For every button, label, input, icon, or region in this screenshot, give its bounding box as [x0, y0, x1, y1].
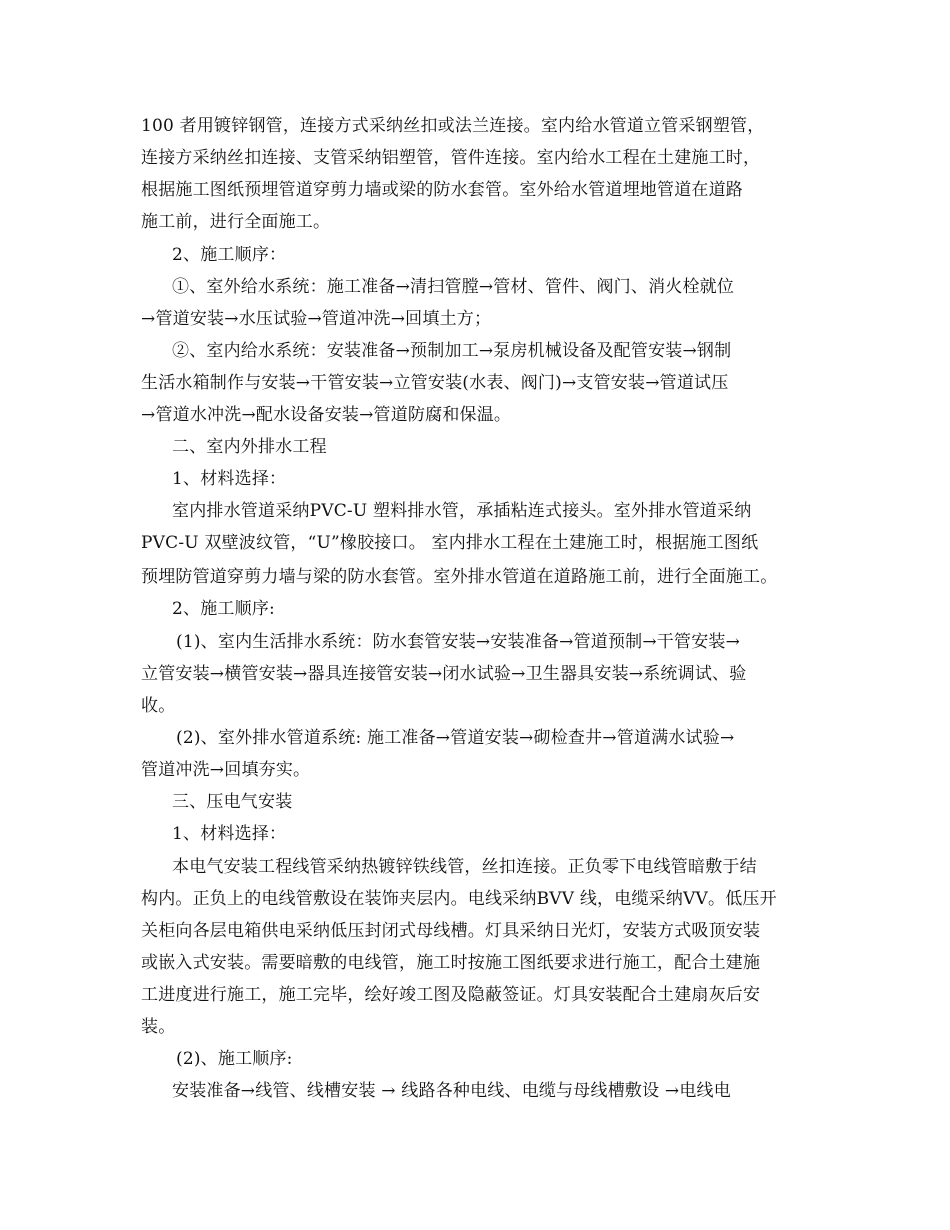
paragraph-line: 收。: [141, 696, 176, 716]
paragraph-line: 管道冲洗→回填夯实。: [141, 760, 311, 780]
paragraph-line: 生活水箱制作与安装→干管安装→立管安装(水表、阀门)→支管安装→管道试压: [141, 373, 729, 393]
section-heading: 1、材料选择：: [172, 469, 287, 489]
paragraph-line: 连接方采纳丝扣连接、支管采纳铝塑管，管件连接。室内给水工程在土建施工时，: [141, 148, 761, 168]
section-heading: 1、材料选择：: [172, 824, 287, 844]
paragraph-line: PVC-U 双壁波纹管，“U”橡胶接口。 室内排水工程在土建施工时，根据施工图纸: [141, 533, 759, 553]
paragraph-line: →管道水冲洗→配水设备安装→管道防腐和保温。: [141, 405, 512, 425]
paragraph-line: 工进度进行施工，施工完毕，绘好竣工图及隐蔽签证。灯具安装配合土建扇灰后安: [141, 985, 761, 1005]
paragraph-line: 100 者用镀锌钢管，连接方式采纳丝扣或法兰连接。室内给水管道立管采钢塑管，: [141, 116, 765, 136]
paragraph-line: 安装准备→线管、线槽安装 → 线路各种电线、电缆与母线槽敷设 →电线电: [172, 1081, 731, 1101]
paragraph-line: 施工前，进行全面施工。: [141, 212, 331, 232]
section-heading: 三、压电气安装: [172, 792, 293, 812]
section-heading: 2、施工顺序：: [172, 245, 287, 265]
paragraph-line: 根据施工图纸预埋管道穿剪力墙或梁的防水套管。室外给水管道埋地管道在道路: [141, 180, 743, 200]
paragraph-line: ①、室外给水系统：施工准备→清扫管膛→管材、管件、阀门、消火栓就位: [172, 277, 735, 297]
paragraph-line: 室内排水管道采纳PVC-U 塑料排水管，承插粘连式接头。室外排水管道采纳: [172, 501, 752, 521]
paragraph-line: ②、室内给水系统：安装准备→预制加工→泵房机械设备及配管安装→钢制: [172, 341, 732, 361]
paragraph-line: 本电气安装工程线管采纳热镀锌铁线管，丝扣连接。正负零下电线管暗敷于结: [172, 857, 757, 877]
paragraph-line: 装。: [141, 1017, 176, 1037]
paragraph-line: 或嵌入式安装。需要暗敷的电线管，施工时按施工图纸要求进行施工，配合土建施: [141, 953, 761, 973]
paragraph-line: 立管安装→横管安装→器具连接管安装→闭水试验→卫生器具安装→系统调试、验: [141, 664, 747, 684]
paragraph-line: 预埋防管道穿剪力墙与梁的防水套管。室外排水管道在道路施工前，进行全面施工。: [141, 567, 778, 587]
paragraph-line: 关柜向各层电箱供电采纳低压封闭式母线槽。灯具采纳日光灯，安装方式吸顶安装: [141, 921, 761, 941]
section-heading: 2、施工顺序:: [172, 599, 275, 619]
section-heading: (2)、施工顺序:: [176, 1049, 293, 1069]
paragraph-line: 构内。正负上的电线管敷设在装饰夹层内。电线采纳BVV 线，电缆采纳VV。低压开: [141, 889, 777, 909]
paragraph-line: (1)、室内生活排水系统：防水套管安装→安装准备→管道预制→干管安装→: [176, 632, 741, 652]
section-heading: 二、室内外排水工程: [172, 437, 327, 457]
paragraph-line: (2)、室外排水管道系统: 施工准备→管道安装→砌检查井→管道满水试验→: [176, 728, 735, 748]
paragraph-line: →管道安装→水压试验→管道冲洗→回填土方；: [141, 309, 492, 329]
